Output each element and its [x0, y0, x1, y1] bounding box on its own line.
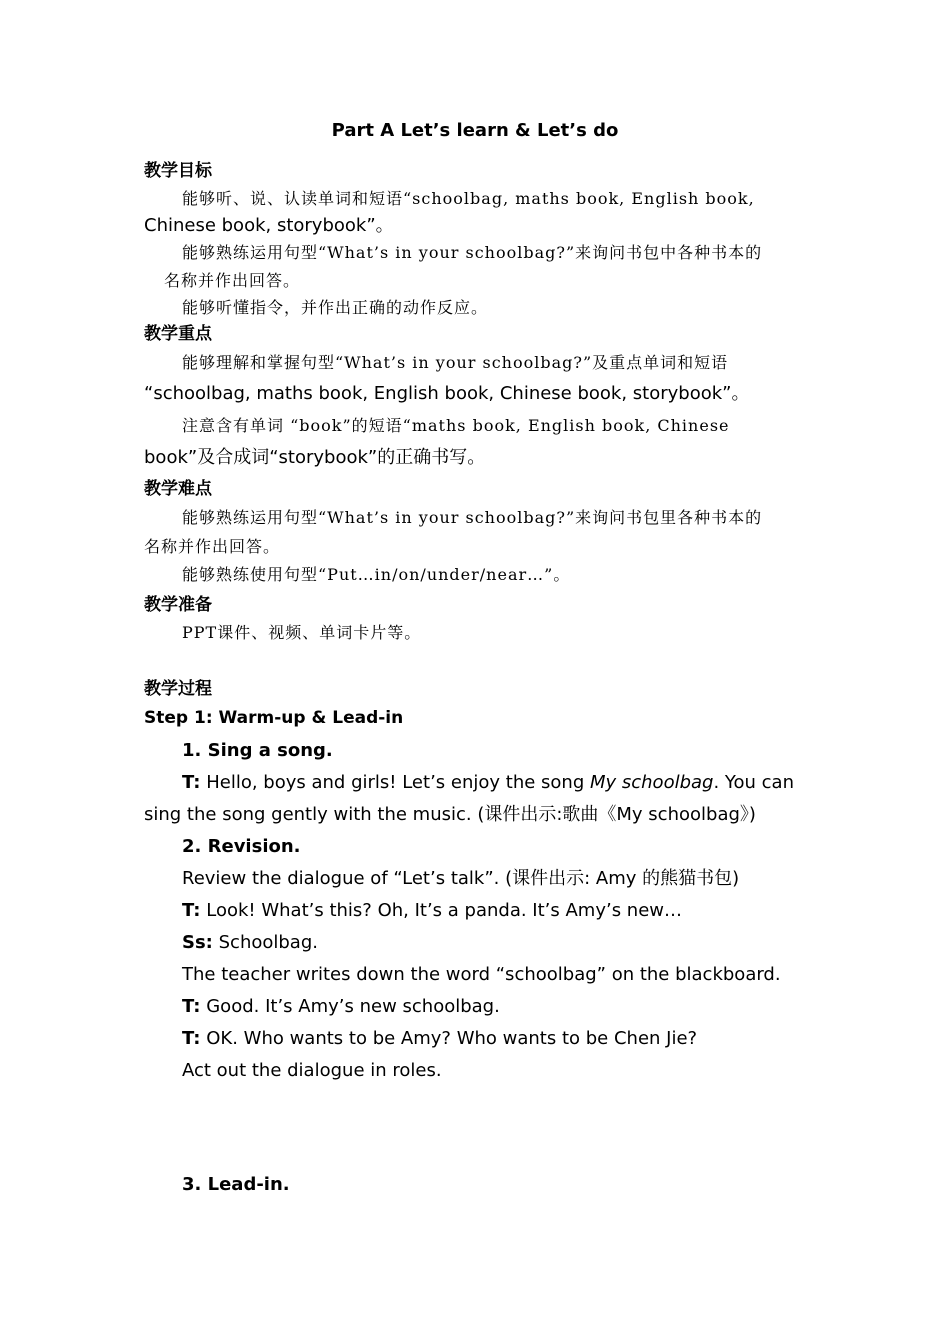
sub-2-heading: 2. Revision. — [182, 836, 301, 857]
teacher-label: T: — [182, 772, 201, 793]
revision-line-5 — [182, 994, 500, 1020]
revision-text-3: Schoolbag. — [218, 932, 318, 953]
process-heading: 教学过程 — [144, 679, 212, 699]
sing-line-1 — [182, 770, 794, 796]
song-title: My schoolbag — [589, 772, 714, 793]
teacher-label: T: — [182, 900, 201, 921]
preparation-heading: 教学准备 — [144, 595, 212, 615]
sing-line-2: sing the song gently with the music. (课件出示:歌曲《My schoolbag》) — [144, 804, 756, 825]
revision-line-3 — [182, 930, 318, 956]
revision-text-6: OK. Who wants to be Amy? Who wants to be Chen Jie? — [206, 1028, 698, 1049]
students-label: Ss: — [182, 932, 213, 953]
key-point-1-line1: 能够理解和掌握句型“What’s in your schoolbag?”及重点单词和短语 — [182, 353, 729, 372]
key-point-2-line1: 注意含有单词 “book”的短语“maths book, English book, Chinese — [182, 416, 730, 435]
key-point-2-line2: book”及合成词“storybook”的正确书写。 — [144, 447, 486, 468]
difficulties-heading: 教学难点 — [144, 479, 212, 499]
key-point-1-line2: “schoolbag, maths book, English book, Chinese book, storybook”。 — [144, 383, 750, 404]
preparation-text: PPT课件、视频、单词卡片等。 — [182, 623, 422, 642]
step-1-heading: Step 1: Warm-up & Lead-in — [144, 708, 404, 728]
teacher-label: T: — [182, 1028, 201, 1049]
revision-line-1: Review the dialogue of “Let’s talk”. (课件出示: Amy 的熊猫书包) — [182, 868, 740, 889]
revision-text-2: Look! What’s this? Oh, It’s a panda. It’s Amy’s new… — [206, 900, 683, 921]
objective-3: 能够听懂指令，并作出正确的动作反应。 — [182, 298, 489, 317]
revision-line-6 — [182, 1026, 697, 1052]
objectives-heading: 教学目标 — [144, 161, 212, 181]
difficulty-1-line1: 能够熟练运用句型“What’s in your schoolbag?”来询问书包里各种书本的 — [182, 508, 763, 527]
key-points-heading: 教学重点 — [144, 324, 212, 344]
revision-line-2 — [182, 898, 682, 924]
sing-text-a: Hello, boys and girls! Let’s enjoy the song — [206, 772, 590, 793]
teacher-label: T: — [182, 996, 201, 1017]
objective-1-line1: 能够听、说、认读单词和短语“schoolbag, maths book, English book, — [182, 189, 755, 208]
objective-2-line1: 能够熟练运用句型“What’s in your schoolbag?”来询问书包中各种书本的 — [182, 243, 763, 262]
document-title: Part A Let’s learn & Let’s do — [331, 120, 619, 141]
revision-text-5: Good. It’s Amy’s new schoolbag. — [206, 996, 500, 1017]
difficulty-2: 能够熟练使用句型“Put…in/on/under/near…”。 — [182, 565, 571, 584]
sub-1-heading: 1. Sing a song. — [182, 740, 333, 761]
objective-2-line2: 名称并作出回答。 — [164, 271, 301, 290]
revision-line-7: Act out the dialogue in roles. — [182, 1060, 442, 1081]
objective-1-line2: Chinese book, storybook”。 — [144, 215, 394, 236]
sing-text-b: . You can — [713, 772, 794, 793]
revision-line-4: The teacher writes down the word “schoolbag” on the blackboard. — [182, 964, 781, 985]
sub-3-heading: 3. Lead-in. — [182, 1174, 290, 1195]
difficulty-1-line2: 名称并作出回答。 — [144, 537, 281, 556]
